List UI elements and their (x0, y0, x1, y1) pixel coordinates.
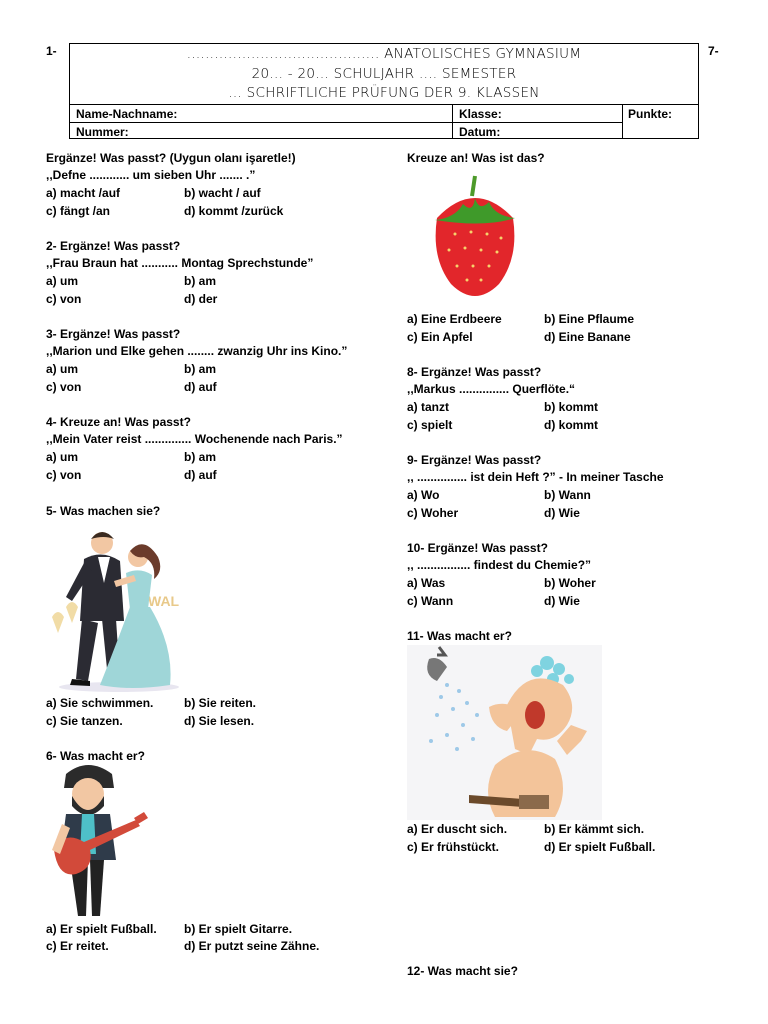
question-3-title: 3- Ergänze! Was passt? (46, 327, 181, 341)
question-2-title: 2- Ergänze! Was passt? (46, 239, 181, 253)
option-c[interactable]: c) Woher (407, 506, 459, 520)
question-8-text: ,,Markus ............... Querflöte.“ (407, 382, 576, 396)
image-sign-text: WAL (148, 593, 180, 609)
option-d[interactable]: d) kommt /zurück (184, 204, 284, 218)
strawberry-image (407, 168, 543, 308)
shower-man-image (407, 645, 602, 820)
option-c[interactable]: c) Wann (407, 594, 454, 608)
option-a[interactable]: a) Sie schwimmen. (46, 696, 154, 710)
option-a[interactable]: a) um (46, 362, 79, 376)
question-10-title: 10- Ergänze! Was passt? (407, 541, 548, 555)
divider (622, 104, 623, 139)
option-c[interactable]: c) spielt (407, 418, 453, 432)
option-a[interactable]: a) Er duscht sich. (407, 822, 508, 836)
option-d[interactable]: d) Er spielt Fußball. (544, 840, 656, 854)
option-d[interactable]: d) auf (184, 380, 217, 394)
question-12-title: 12- Was macht sie? (407, 964, 518, 978)
option-b[interactable]: b) kommt (544, 400, 598, 414)
question-9-title: 9- Ergänze! Was passt? (407, 453, 542, 467)
question-8-title: 8- Ergänze! Was passt? (407, 365, 542, 379)
option-c[interactable]: c) Er frühstückt. (407, 840, 500, 854)
exam-title: ... SCHRIFTLICHE PRÜFUNG DER 9. KLASSEN (228, 85, 540, 101)
option-d[interactable]: d) Wie (544, 594, 580, 608)
school-name: .......................................... ANATOLISCHES GYMNASIUM (186, 46, 582, 62)
option-b[interactable]: b) Er kämmt sich. (544, 822, 645, 836)
option-c[interactable]: c) von (46, 292, 82, 306)
option-c[interactable]: c) Ein Apfel (407, 330, 473, 344)
question-10-text: ,, ................ findest du Chemie?” (407, 558, 592, 572)
option-c[interactable]: c) fängt /an (46, 204, 111, 218)
question-1-text: ,,Defne ............ um sieben Uhr ....... .” (46, 168, 256, 182)
option-c[interactable]: c) von (46, 380, 82, 394)
option-c[interactable]: c) von (46, 468, 82, 482)
question-6-title: 6- Was macht er? (46, 749, 145, 763)
option-a[interactable]: a) Er spielt Fußball. (46, 922, 157, 936)
header-row-number (70, 122, 622, 141)
question-number-7: 7- (708, 44, 719, 58)
option-a[interactable]: a) tanzt (407, 400, 449, 414)
option-b[interactable]: b) am (184, 274, 217, 288)
option-d[interactable]: d) Sie lesen. (184, 714, 255, 728)
option-b[interactable]: b) am (184, 450, 217, 464)
question-5-title: 5- Was machen sie? (46, 504, 161, 518)
option-d[interactable]: d) Wie (544, 506, 580, 520)
option-a[interactable]: a) macht /auf (46, 186, 121, 200)
school-year: 20... - 20... SCHULJAHR .... SEMESTER (251, 66, 517, 82)
option-d[interactable]: d) kommt (544, 418, 598, 432)
option-c[interactable]: c) Er reitet. (46, 939, 109, 953)
punkte-label: Punkte: (628, 107, 673, 121)
option-b[interactable]: b) Woher (544, 576, 596, 590)
option-a[interactable]: a) Was (407, 576, 446, 590)
question-2-text: ,,Frau Braun hat ........... Montag Sprechstunde” (46, 256, 314, 270)
option-b[interactable]: b) Sie reiten. (184, 696, 257, 710)
option-d[interactable]: d) Er putzt seine Zähne. (184, 939, 320, 953)
dancing-couple-image (44, 527, 194, 695)
option-a[interactable]: a) um (46, 274, 79, 288)
option-b[interactable]: b) am (184, 362, 217, 376)
exam-header (69, 43, 699, 139)
option-c[interactable]: c) Sie tanzen. (46, 714, 123, 728)
divider (452, 104, 453, 139)
question-4-title: 4- Kreuze an! Was passt? (46, 415, 191, 429)
option-b[interactable]: b) Wann (544, 488, 591, 502)
option-d[interactable]: d) auf (184, 468, 217, 482)
guitar-player-image (44, 764, 154, 920)
option-a[interactable]: a) Eine Erdbeere (407, 312, 502, 326)
option-a[interactable]: a) Wo (407, 488, 440, 502)
option-d[interactable]: d) der (184, 292, 218, 306)
question-7-title: Kreuze an! Was ist das? (407, 151, 545, 165)
option-b[interactable]: b) Er spielt Gitarre. (184, 922, 293, 936)
punkte-cell (622, 104, 698, 123)
datum-label: Datum: (459, 125, 501, 139)
question-9-text: ,, ............... ist dein Heft ?” - In meiner Tasche (407, 470, 664, 484)
question-4-text: ,,Mein Vater reist .............. Wochenende nach Paris.” (46, 432, 343, 446)
question-1-title: Ergänze! Was passt? (Uygun olanı işaretle!) (46, 151, 296, 165)
option-d[interactable]: d) Eine Banane (544, 330, 631, 344)
question-number-1: 1- (46, 44, 57, 58)
option-b[interactable]: b) Eine Pflaume (544, 312, 635, 326)
question-3-text: ,,Marion und Elke gehen ........ zwanzig Uhr ins Kino.” (46, 344, 348, 358)
option-a[interactable]: a) um (46, 450, 79, 464)
option-b[interactable]: b) wacht / auf (184, 186, 261, 200)
name-label: Name-Nachname: (76, 107, 178, 121)
header-row-name (70, 104, 622, 123)
question-11-title: 11- Was macht er? (407, 629, 512, 643)
klasse-label: Klasse: (459, 107, 502, 121)
nummer-label: Nummer: (76, 125, 129, 139)
